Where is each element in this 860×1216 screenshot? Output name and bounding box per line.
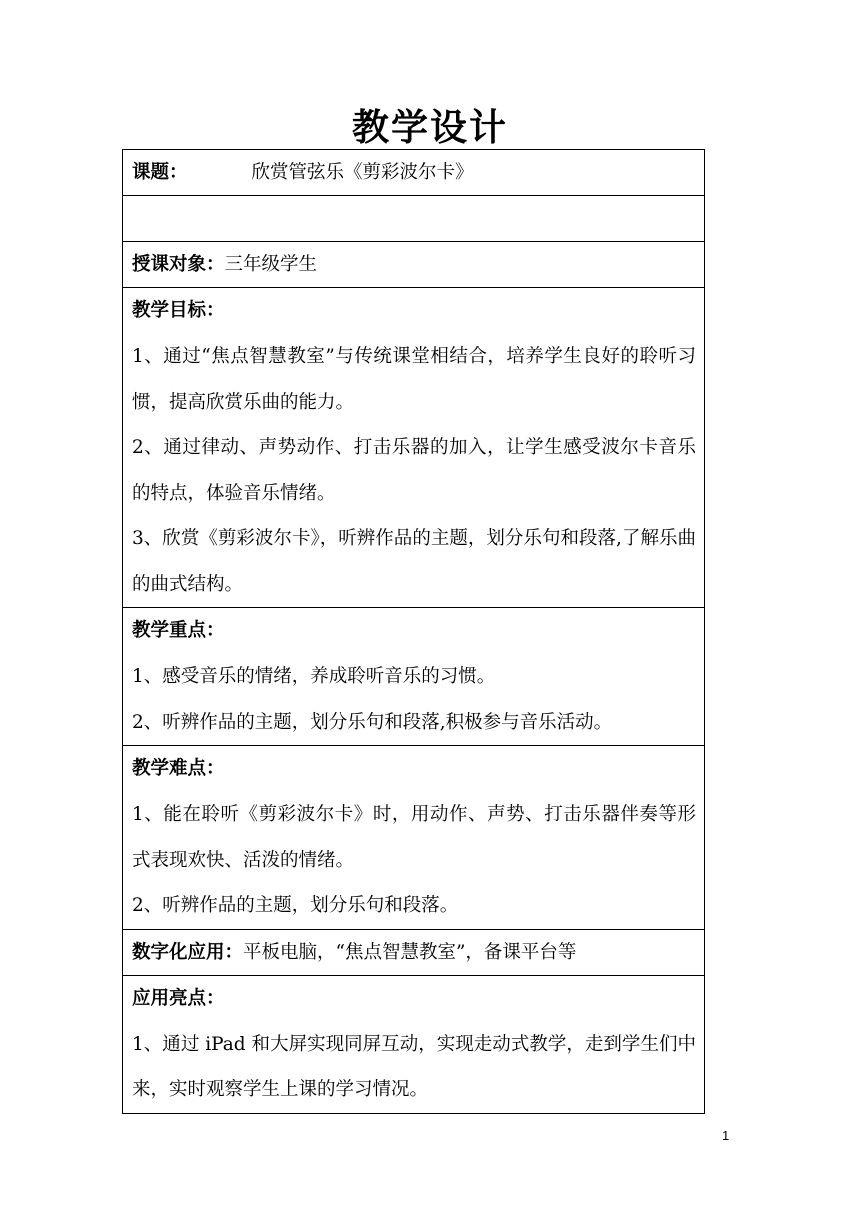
highlights-cell bbox=[123, 975, 705, 1113]
difficulties-heading: 教学难点： bbox=[132, 758, 225, 779]
highlights-row bbox=[123, 975, 705, 1113]
highlight-item: 1、通过 iPad 和大屏实现同屏互动，实现走动式教学，走到学生们中来，实时观察学生上课的学习情况。 bbox=[132, 1033, 696, 1100]
objective-item: 2、通过律动、声势动作、打击乐器的加入，让学生感受波尔卡音乐的特点，体验音乐情绪。 bbox=[132, 437, 696, 504]
objectives-row bbox=[123, 288, 705, 608]
empty-cell bbox=[123, 196, 705, 242]
key-point-item: 1、感受音乐的情绪，养成聆听音乐的习惯。 bbox=[132, 666, 496, 687]
objective-item: 3、欣赏《剪彩波尔卡》，听辨作品的主题，划分乐句和段落,了解乐曲的曲式结构。 bbox=[132, 528, 696, 595]
objectives-heading: 教学目标： bbox=[132, 300, 225, 321]
difficulties-cell bbox=[123, 746, 705, 930]
topic-row bbox=[123, 150, 705, 196]
key-point-item: 2、听辨作品的主题，划分乐句和段落,积极参与音乐活动。 bbox=[132, 711, 613, 733]
key-points-cell bbox=[123, 608, 705, 746]
digital-label: 数字化应用： bbox=[132, 941, 244, 963]
audience-value: 三年级学生 bbox=[224, 254, 318, 275]
audience-cell bbox=[123, 242, 705, 288]
key-points-heading: 教学重点： bbox=[132, 620, 225, 641]
topic-value: 欣赏管弦乐《剪彩波尔卡》 bbox=[251, 162, 474, 183]
audience-row bbox=[123, 242, 705, 288]
topic-cell bbox=[123, 150, 705, 196]
topic-label: 课题： bbox=[132, 162, 188, 183]
digital-value: 平板电脑，“焦点智慧教室”，备课平台等 bbox=[243, 941, 577, 963]
difficulty-item: 2、听辨作品的主题，划分乐句和段落。 bbox=[132, 895, 459, 916]
empty-row bbox=[123, 196, 705, 242]
page-number: 1 bbox=[722, 1128, 730, 1143]
objective-item: 1、通过“焦点智慧教室”与传统课堂相结合，培养学生良好的聆听习惯，提高欣赏乐曲的能力。 bbox=[132, 346, 696, 413]
lesson-plan-table bbox=[122, 149, 705, 1114]
objectives-cell bbox=[123, 288, 705, 608]
audience-label: 授课对象： bbox=[132, 254, 225, 275]
difficulty-item: 1、能在聆听《剪彩波尔卡》时，用动作、声势、打击乐器伴奏等形式表现欢快、活泼的情绪。 bbox=[132, 804, 696, 871]
highlights-heading: 应用亮点： bbox=[132, 987, 225, 1009]
document-title: 教学设计 bbox=[352, 106, 508, 149]
digital-cell bbox=[123, 929, 705, 975]
digital-row bbox=[123, 929, 705, 975]
difficulties-row bbox=[123, 746, 705, 930]
key-points-row bbox=[123, 608, 705, 746]
